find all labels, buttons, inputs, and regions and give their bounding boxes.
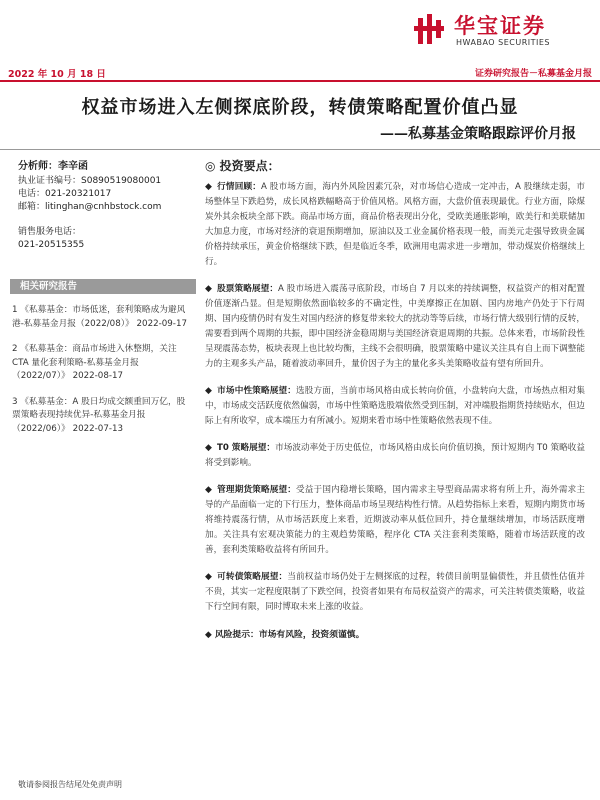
logo-text-en: HWABAO SECURITIES [456, 38, 550, 47]
related-report-item[interactable]: 3 《私募基金：A 股日均成交额重回万亿，股票策略表现持续优异-私募基金月报（2022/06）》 2022-07-13 [12, 396, 186, 434]
analyst-info [18, 160, 193, 252]
investment-points [205, 157, 585, 640]
point-managed-futures: ◆ 管理期货策略展望：受益于国内稳增长策略，国内需求主导型商品需求将有所上升，海外需求主导的产品面临一定的下行压力，整体商品市场呈现结构性行情。从趋势指标上来看，短期内期货市场将维持震荡行情，从市场活跃度上来看，近期波动率从低位回升，持仓量继续增加，市场活跃度增加。关注具有宏观决策能力的主观趋势策略，程序化 CTA 关注套利类策略，随着市场活跃度的改善，套利类策略收益将有所回升。 [205, 485, 585, 555]
point-market-neutral: ◆ 市场中性策略展望：选股方面，当前市场风格由成长转向价值，小盘转向大盘，市场热点相对集中，市场成交活跃度依然偏弱，市场中性策略选股端依然受到压制，对冲端股指期货持续贴水，但边际上有所收窄，成本端压力有所减小。短期来看市场中性策略依然表现不佳。 [205, 386, 585, 426]
title-divider [0, 149, 600, 150]
related-reports-list [12, 304, 194, 448]
report-date: 2022 年 10 月 18 日 [8, 69, 106, 80]
related-reports-header: 相关研究报告 [10, 279, 196, 294]
related-report-item[interactable]: 1 《私募基金：市场低迷，套利策略成为避风港-私募基金月报（2022/08）》 2022-09-17 [12, 305, 187, 329]
investment-points-title: ◎ 投资要点： [205, 159, 280, 173]
point-equity-strategy: ◆ 股票策略展望：A 股市场进入震荡寻底阶段，市场自 7 月以来的持续调整，权益资产的相对配置价值逐渐凸显。但是短期依然面临较多的不确定性，中美摩擦正在加剧、国内房地产仍处于下行周期、国内疫情仍时有发生对国内经济的修复带来较大的扰动等等后续，市场行情大级别行情的反转，需要看到两个周期的共振，即中国经济金稳周期与美国经济衰退周期的共振。总体来看，市场阶段性呈现震荡态势，板块表现上也比较均衡，主线不会很明确，股票策略中建议关注具有自上而下调整能力的主观多头产品，随着波动率回升，量价因子为主的量化多头美策略收益有望有所回升。 [205, 284, 585, 369]
point-t0-strategy: ◆ T0 策略展望：市场波动率处于历史低位，市场风格由成长向价值切换，预计短期内 T0 策略收益将受到影响。 [205, 443, 585, 468]
logo-mark-icon [414, 12, 444, 46]
bullet-icon: ◆ [205, 182, 212, 192]
bullet-icon: ◆ [205, 485, 212, 495]
disclaimer-footer: 敬请参阅报告结尾处免责声明 [18, 780, 122, 789]
analyst-name: 分析师：李辛函 [18, 161, 88, 172]
target-icon: ◎ [205, 159, 220, 173]
point-convertible-bond: ◆ 可转债策略展望：当前权益市场仍处于左侧探底的过程，转债目前明显偏债性，并且债性估值并不贵，其实一定程度限制了下跌空间，投资者如果有布局权益资产的需求，可关注转债类策略，收益下行空间有限，同时博取未来上涨的收益。 [205, 572, 585, 612]
logo-text-cn: 华宝证券 [454, 14, 546, 38]
company-logo [414, 10, 584, 50]
point-market-review: ◆ 行情回顾：A 股市场方面，海内外风险因素冗杂，对市场信心造成一定冲击，A 股继续走弱，市场整体呈下跌趋势，成长风格跌幅略高于价值风格。风格方面，大盘价值表现最优。行业方面，除煤炭外其余板块全部下跌。商品市场方面，商品价格表现出分化，受欧美通胀影响，欧美行和美联储加大加息力度，市场对经济的衰退预期增加，原油以及工业金属价格表现一般，而美元走强导致贵金属价格持续承压，黄金价格继续下跌，但是临近冬季，欧洲用电需求进一步增加，带动煤炭价格继续上行。 [205, 182, 585, 267]
related-report-item[interactable]: 2 《私募基金：商品市场进入休整期，关注 CTA 量化套利策略-私募基金月报（2022/07）》 2022-08-17 [12, 344, 177, 381]
header-divider [0, 80, 600, 82]
bullet-icon: ◆ [205, 443, 212, 453]
analyst-license: 执业证书编号：S0890519080001 [18, 176, 162, 186]
bullet-icon: ◆ [205, 284, 212, 294]
sales-contact-phone: 021-20515355 [18, 240, 85, 250]
bullet-icon: ◆ [205, 572, 212, 582]
analyst-phone: 电话：021-20321017 [18, 189, 112, 199]
report-title: 权益市场进入左侧探底阶段，转债策略配置价值凸显 [81, 97, 519, 118]
bullet-icon: ◆ [205, 630, 215, 640]
report-type: 证券研究报告－私募基金月报 [474, 69, 592, 79]
bullet-icon: ◆ [205, 386, 212, 396]
report-subtitle: ——私募基金策略跟踪评价月报 [380, 126, 576, 142]
sales-contact-label: 销售服务电话： [18, 227, 82, 237]
analyst-email: 邮箱：litinghan@cnhbstock.com [18, 202, 162, 212]
risk-warning: ◆ 风险提示：市场有风险，投资须谨慎。 [205, 630, 365, 640]
